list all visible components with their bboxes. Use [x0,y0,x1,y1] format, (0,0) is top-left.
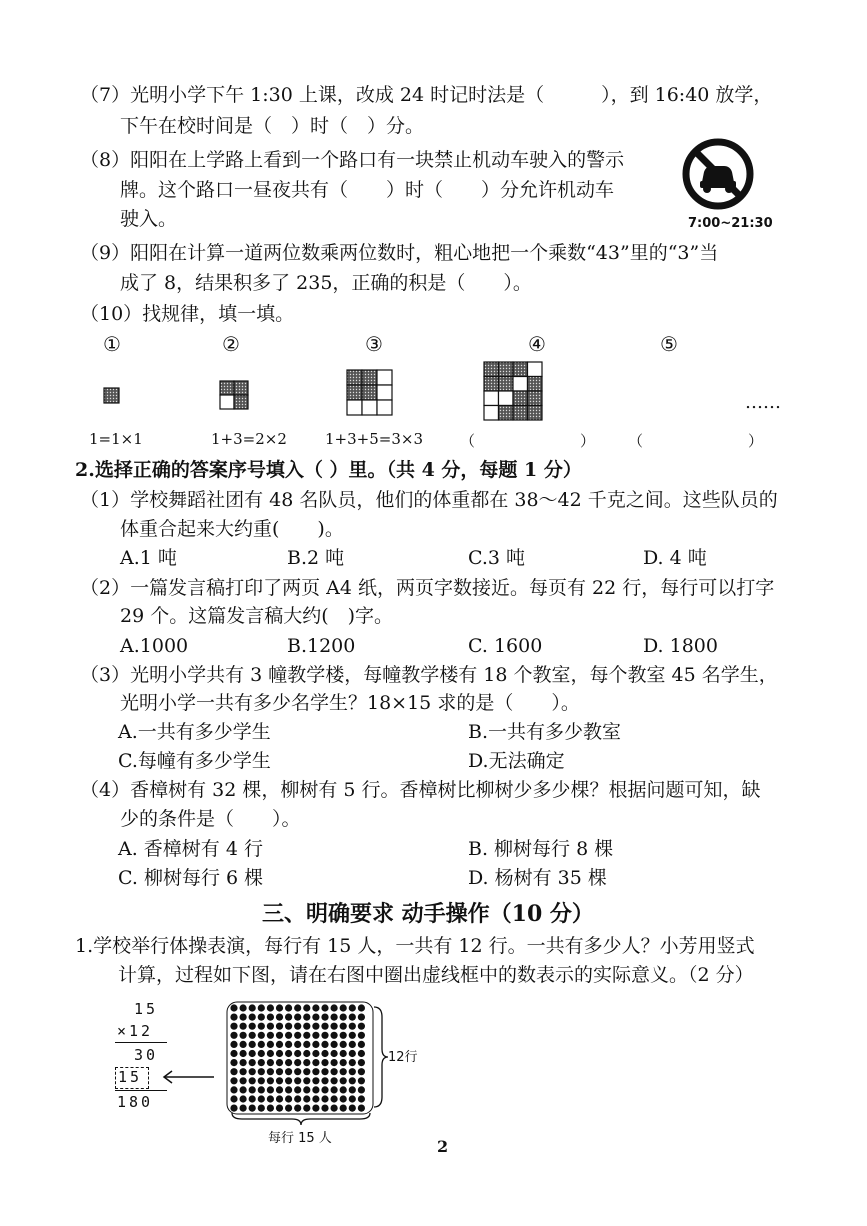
student-dot [340,1059,347,1066]
grid-cell [513,377,528,392]
choice-q3-option-d: D.无法确定 [468,750,565,772]
student-dot [230,1041,237,1048]
grid-cell [234,381,248,395]
grid-cell [234,395,248,409]
student-dot [285,1014,292,1021]
choice-q2-option-c: C. 1600 [468,635,543,657]
student-dot [331,1050,338,1057]
student-dot [240,1041,247,1048]
grid-cell [347,400,362,415]
student-dot [267,1095,274,1102]
student-dot [285,1068,292,1075]
choice-q3-line1: （3）光明小学共有 3 幢教学楼，每幢教学楼有 18 个教室，每个教室 45 名学生， [80,664,778,686]
grid-cell [499,362,514,377]
student-dot [321,1023,328,1030]
student-dot [267,1077,274,1084]
student-dot [312,1050,319,1057]
student-dot [321,1095,328,1102]
student-dot [312,1041,319,1048]
grid-cell [484,377,499,392]
choice-q4-option-b: B. 柳树每行 8 棵 [468,838,614,860]
student-dot [303,1068,310,1075]
left-arrow-icon [160,1069,216,1085]
student-dot [358,1014,365,1021]
student-dot [312,1095,319,1102]
student-dot [358,1077,365,1084]
calc-rule-1 [115,1042,167,1043]
student-dot [331,1059,338,1066]
sec3-q1-line1: 1.学校举行体操表演，每行有 15 人，一共有 12 行。一共有多少人？小芳用竖式 [75,935,755,957]
q7-line2: 下午在校时间是（ ）时（ ）分。 [120,115,425,137]
grid-cell [347,370,362,385]
pattern-num-1: ① [103,332,121,356]
student-dot [249,1050,256,1057]
student-dot [276,1059,283,1066]
student-dot [349,1050,356,1057]
choice-q1-option-d: D. 4 吨 [643,547,707,569]
formula-4-blank: （ ） [460,432,596,450]
student-dot [267,1059,274,1066]
grid-cell [362,400,377,415]
student-dot [331,1023,338,1030]
student-dot [276,1095,283,1102]
student-dot [258,1077,265,1084]
student-dot [321,1068,328,1075]
grid-cell [377,370,392,385]
student-dot [358,1086,365,1093]
formula-1: 1=1×1 [89,430,143,448]
student-dot [276,1014,283,1021]
choice-q4-line2: 少的条件是（ ）。 [120,808,301,830]
student-dot [312,1059,319,1066]
student-dot [321,1059,328,1066]
student-dot [340,1068,347,1075]
grid-cell [484,391,499,406]
student-dot [285,1059,292,1066]
student-dot [249,1095,256,1102]
student-dot [349,1059,356,1066]
formula-5-blank: （ ） [628,432,764,450]
student-dot [258,1032,265,1039]
student-dot [258,1023,265,1030]
student-dot [285,1032,292,1039]
student-dot [240,1050,247,1057]
grid-cell [484,406,499,421]
student-dot [331,1004,338,1011]
calc-line-4: 15 [118,1068,143,1086]
choice-q1-line2: 体重合起来大约重( )。 [120,518,344,540]
student-dot [240,1095,247,1102]
student-dot [240,1032,247,1039]
grid-cell [104,388,119,403]
student-dot [340,1086,347,1093]
q7-line1: （7）光明小学下午 1:30 上课，改成 24 时记时法是（ ），到 16:40 放学， [80,84,773,106]
student-dot [249,1023,256,1030]
student-dot [249,1004,256,1011]
student-dot [294,1050,301,1057]
section3-title: 三、明确要求 动手操作（10 分） [262,901,594,927]
student-dot [294,1014,301,1021]
student-dot [349,1014,356,1021]
student-dot [321,1041,328,1048]
grid-cell [377,385,392,400]
student-dot [303,1086,310,1093]
student-dot [321,1004,328,1011]
q8-line1: （8）阳阳在上学路上看到一个路口有一块禁止机动车驶入的警示 [80,149,625,171]
student-dot [267,1086,274,1093]
student-dot [294,1059,301,1066]
student-dot [331,1068,338,1075]
student-dot [321,1050,328,1057]
student-dot [349,1041,356,1048]
student-dot [349,1068,356,1075]
grid-cell [528,391,543,406]
student-dot [240,1086,247,1093]
pattern-figure-3 [347,370,392,415]
student-dot [321,1014,328,1021]
student-dot [230,1014,237,1021]
student-dot [294,1004,301,1011]
choice-q1-option-b: B.2 吨 [287,547,345,569]
student-dot [303,1023,310,1030]
student-dot [312,1032,319,1039]
student-dot [240,1023,247,1030]
student-dot [303,1077,310,1084]
student-dot [294,1068,301,1075]
choice-q4-option-d: D. 杨树有 35 棵 [468,867,607,889]
student-dot [358,1068,365,1075]
student-dot [303,1041,310,1048]
student-dot [340,1032,347,1039]
q8-line3: 驶入。 [120,208,178,230]
student-dot [358,1050,365,1057]
choice-q4-line1: （4）香樟树有 32 棵，柳树有 5 行。香樟树比柳树少多少棵？根据问题可知，缺 [80,779,761,801]
student-dot [240,1068,247,1075]
student-dot [349,1095,356,1102]
student-dot [349,1086,356,1093]
student-dot [249,1014,256,1021]
choice-q2-option-b: B.1200 [287,635,356,657]
student-dot [285,1086,292,1093]
student-dot [285,1077,292,1084]
student-dot [258,1050,265,1057]
student-dot [230,1077,237,1084]
grid-cell [513,362,528,377]
formula-3: 1+3+5=3×3 [325,430,423,448]
student-dot [340,1050,347,1057]
student-dot [294,1041,301,1048]
pattern-num-2: ② [222,332,240,356]
student-dot [267,1023,274,1030]
student-dot [294,1023,301,1030]
student-dot [321,1077,328,1084]
student-dot [276,1077,283,1084]
student-dot [349,1032,356,1039]
calc-line-3: 30 [134,1046,159,1064]
choice-q2-option-d: D. 1800 [643,635,718,657]
student-dot [258,1004,265,1011]
student-dot [294,1032,301,1039]
sign-caption: 7:00~21:30 [688,216,773,231]
student-dot [349,1023,356,1030]
student-dot [258,1095,265,1102]
student-dot [340,1095,347,1102]
student-dot [230,1086,237,1093]
choice-q1-option-c: C.3 吨 [468,547,526,569]
grid-cell [347,385,362,400]
student-dot [249,1068,256,1075]
choice-q4-option-a: A. 香樟树有 4 行 [118,838,263,860]
student-dot [267,1014,274,1021]
q9-line1: （9）阳阳在计算一道两位数乘两位数时，粗心地把一个乘数“43”里的“3”当 [80,242,719,264]
student-dot [358,1004,365,1011]
student-dot [240,1004,247,1011]
grid-cell [513,406,528,421]
student-dot [303,1032,310,1039]
student-dot [312,1068,319,1075]
grid-cell [362,370,377,385]
student-dot [267,1050,274,1057]
student-dot [249,1032,256,1039]
student-dot [258,1041,265,1048]
student-dot [240,1077,247,1084]
student-dot [230,1050,237,1057]
student-dot [321,1086,328,1093]
student-dot [276,1041,283,1048]
student-dot [285,1023,292,1030]
student-dot [230,1095,237,1102]
student-dot [331,1041,338,1048]
student-dot [358,1059,365,1066]
student-dot [230,1004,237,1011]
choice-q4-option-c: C. 柳树每行 6 棵 [118,867,264,889]
student-dot [303,1004,310,1011]
pattern-num-4: ④ [528,332,546,356]
choice-q3-option-b: B.一共有多少教室 [468,721,622,743]
student-dot [249,1086,256,1093]
student-dot [312,1077,319,1084]
grid-cell [220,381,234,395]
student-dot [230,1068,237,1075]
student-dot [358,1041,365,1048]
student-dot [267,1041,274,1048]
bottom-brace [230,1111,372,1127]
student-dot [312,1014,319,1021]
student-dot [240,1059,247,1066]
student-dot [230,1023,237,1030]
student-dot [276,1068,283,1075]
student-dot [285,1004,292,1011]
student-dot [358,1023,365,1030]
student-dot [340,1004,347,1011]
student-dot [230,1059,237,1066]
grid-cell [513,391,528,406]
rows-label: 12行 [388,1050,418,1065]
student-dot [312,1004,319,1011]
student-dot [276,1032,283,1039]
cols-label: 每行 15 人 [268,1131,332,1146]
student-dot [285,1095,292,1102]
choice-q3-option-c: C.每幢有多少学生 [118,750,271,772]
student-dot [312,1023,319,1030]
choice-q1-line1: （1）学校舞蹈社团有 48 名队员，他们的体重都在 38～42 千克之间。这些队员的 [80,489,778,511]
student-dot [303,1050,310,1057]
student-dot [230,1032,237,1039]
student-dot [258,1086,265,1093]
dot-array [225,1000,375,1116]
q9-line2: 成了 8，结果积多了 235，正确的积是（ ）。 [120,272,532,294]
student-dot [294,1077,301,1084]
student-dot [331,1077,338,1084]
pattern-figures [100,358,760,428]
grid-cell [499,391,514,406]
student-dot [249,1059,256,1066]
student-dot [349,1004,356,1011]
student-dot [258,1014,265,1021]
student-dot [240,1014,247,1021]
student-dot [258,1059,265,1066]
q10-title: （10）找规律，填一填。 [80,303,295,325]
grid-cell [499,406,514,421]
sec3-q1-line2: 计算，过程如下图，请在右图中圈出虚线框中的数表示的实际意义。（2 分） [118,964,754,986]
calc-line-1: 15 [134,1000,159,1018]
student-dot [303,1014,310,1021]
student-dot [285,1050,292,1057]
student-dot [267,1032,274,1039]
choice-q2-line1: （2）一篇发言稿打印了两页 A4 纸，两页字数接近。每页有 22 行，每行可以打字 [80,577,775,599]
formula-2: 1+3=2×2 [211,430,287,448]
grid-cell [220,395,234,409]
student-dot [276,1023,283,1030]
student-dot [358,1032,365,1039]
student-dot [249,1041,256,1048]
grid-cell [484,362,499,377]
student-dot [294,1086,301,1093]
grid-cell [499,377,514,392]
student-dot [331,1014,338,1021]
student-dot [276,1004,283,1011]
choice-q3-line2: 光明小学一共有多少名学生？18×15 求的是（ ）。 [120,692,580,714]
student-dot [321,1032,328,1039]
student-dot [249,1077,256,1084]
choice-q3-option-a: A.一共有多少学生 [118,721,271,743]
student-dot [267,1004,274,1011]
student-dot [303,1095,310,1102]
grid-cell [362,385,377,400]
pattern-num-3: ③ [365,332,383,356]
pattern-num-5: ⑤ [660,332,678,356]
student-dot [340,1023,347,1030]
student-dot [340,1077,347,1084]
student-dot [258,1068,265,1075]
student-dot [349,1077,356,1084]
pattern-figure-2 [220,381,248,409]
student-dot [331,1032,338,1039]
pattern-figure-1 [104,388,119,403]
calc-rule-2 [115,1090,167,1091]
choice-q1-option-a: A.1 吨 [120,547,177,569]
q8-line2: 牌。这个路口一昼夜共有（ ）时（ ）分允许机动车 [120,179,615,201]
no-motor-vehicles-sign-icon [682,138,754,210]
student-dot [285,1041,292,1048]
student-dot [303,1059,310,1066]
grid-cell [377,400,392,415]
grid-cell [528,377,543,392]
student-dot [276,1086,283,1093]
page-number: 2 [437,1137,449,1156]
calc-line-5: 180 [117,1093,154,1111]
student-dot [312,1086,319,1093]
pattern-ellipsis: …… [745,392,781,413]
student-dot [331,1086,338,1093]
student-dot [267,1068,274,1075]
student-dot [340,1014,347,1021]
calc-line-2: ×12 [117,1022,154,1040]
choice-q2-option-a: A.1000 [120,635,189,657]
student-dot [294,1095,301,1102]
section2-header: 2.选择正确的答案序号填入（ ）里。（共 4 分，每题 1 分） [75,459,582,481]
student-dot [331,1095,338,1102]
grid-cell [528,406,543,421]
pattern-figure-4 [484,362,542,420]
student-dot [276,1050,283,1057]
choice-q2-line2: 29 个。这篇发言稿大约( )字。 [120,605,394,627]
student-dot [340,1041,347,1048]
grid-cell [528,362,543,377]
student-dot [358,1095,365,1102]
